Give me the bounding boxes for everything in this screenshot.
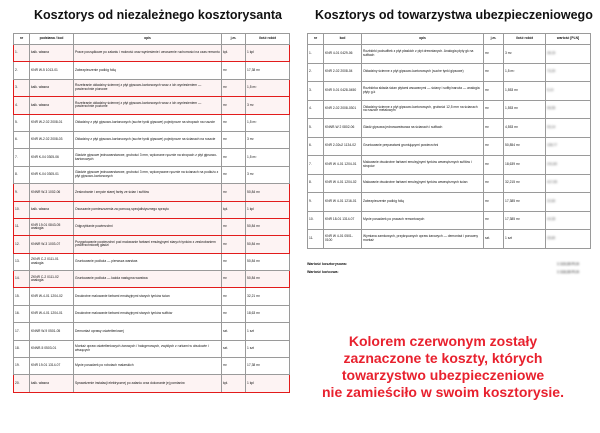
- cell-ilosc: 1 kpl: [246, 201, 290, 218]
- cell-wartosc: 241,80: [546, 156, 591, 175]
- cell-jm: m²: [484, 137, 504, 156]
- cell-opis: Malowanie dwukrotne farbami emulsyjnymi tynków wewnętrznych ścian: [362, 174, 484, 193]
- estimate-value-amount: 1 119,38 PLN: [557, 262, 579, 266]
- insurer-estimate-table: [307, 33, 591, 249]
- cell-jm: kpl.: [222, 201, 246, 218]
- cell-ilosc: 18,63 m²: [246, 305, 290, 322]
- column-header: nr: [14, 34, 30, 45]
- cell-ilosc: 50,84 m²: [246, 271, 290, 288]
- cell-opis: Okładziny z płyt gipsowo-kartonowych (suche tynki gipsowe) pojedyncze na ścianach na ruszcie: [74, 131, 222, 148]
- cell-jm: m²: [484, 156, 504, 175]
- table-row: [308, 63, 591, 82]
- cell-opis: Demontaż oprawy oświetleniowej: [74, 323, 222, 340]
- cell-ilosc: 1,5 m²: [246, 149, 290, 166]
- cell-nr: 9.: [308, 193, 324, 212]
- cell-jm: kpl.: [222, 375, 246, 392]
- cell-nr: 10.: [14, 201, 30, 218]
- column-header: opis: [362, 34, 484, 45]
- cell-kod: ZKNR C-2 0111-02 analogia: [30, 271, 74, 288]
- cell-kod: KNR W 4-01 0501-0100: [324, 230, 362, 249]
- cell-wartosc: 93,14: [546, 119, 591, 138]
- cell-nr: 3.: [14, 79, 30, 96]
- table-row: [14, 166, 290, 183]
- cell-nr: 15.: [14, 288, 30, 305]
- cell-ilosc: 50,84 m²: [246, 218, 290, 235]
- table-row: [308, 174, 591, 193]
- table-row: [14, 131, 290, 148]
- cell-ilosc: 1,5 m²: [246, 114, 290, 131]
- column-header: nr: [308, 34, 324, 45]
- cell-wartosc: 96,55: [546, 100, 591, 119]
- cell-nr: 11.: [308, 230, 324, 249]
- cell-nr: 14.: [14, 271, 30, 288]
- cell-ilosc: 1,553 m²: [504, 82, 546, 101]
- cell-kod: KNR K-04 0305-06: [30, 149, 74, 166]
- table-row: [14, 253, 290, 270]
- cell-ilosc: 18,639 m²: [504, 156, 546, 175]
- cell-ilosc: 17,38 m²: [246, 358, 290, 375]
- table-row: [14, 288, 290, 305]
- cell-opis: Gruntowanie podłoża — pierwsza warstwa: [74, 253, 222, 270]
- table-row: [308, 82, 591, 101]
- cell-opis: Malowanie dwukrotne farbami emulsyjnymi tynków wewnętrznych sufitów i stropów: [362, 156, 484, 175]
- table-row: [14, 340, 290, 357]
- cell-ilosc: 1 szt: [504, 230, 546, 249]
- table-row: [14, 79, 290, 96]
- cell-opis: Przygotowanie powierzchni pod malowanie farbami emulsyjnymi starych tynków z zeskrobaniem powierzchniowej gładzi: [74, 236, 222, 253]
- cell-ilosc: 50,854 m²: [504, 137, 546, 156]
- cell-kod: KNR K-04 0305-01: [30, 166, 74, 183]
- estimate-value-label: Wartość kosztorysowa:: [307, 262, 348, 266]
- cell-kod: KNNR W-3 1003-07: [30, 236, 74, 253]
- note-line: towarzystwo ubezpieczeniowe: [341, 367, 545, 383]
- cell-kod: KNR W-2.02 2008-03: [30, 131, 74, 148]
- cell-opis: Prace porządkowe po zalaniu i mokrość oraz wyniesienie i wnoszenie ruchomości na czas remontu: [74, 45, 222, 62]
- cell-jm: m²: [222, 271, 246, 288]
- cell-opis: Sprawdzenie instalacji elektrycznej po zalaniu oraz dokonanie jej pomiarów: [74, 375, 222, 392]
- note-line: Kolorem czerwonym zostały: [348, 333, 538, 349]
- cell-wartosc: 417,95: [546, 174, 591, 193]
- cell-ilosc: 1 kpl: [246, 45, 290, 62]
- cell-kod: KNNR W-9 0501-05: [30, 323, 74, 340]
- cell-jm: m²: [484, 63, 504, 82]
- table-row: [14, 375, 290, 392]
- column-header: kod: [324, 34, 362, 45]
- cell-jm: m²: [222, 166, 246, 183]
- table-row: [308, 156, 591, 175]
- table-header-row: [14, 34, 290, 45]
- cell-kod: kalk. własna: [30, 375, 74, 392]
- cell-wartosc: 35,80: [546, 230, 591, 249]
- cell-nr: 5.: [14, 114, 30, 131]
- cell-jm: m²: [222, 114, 246, 131]
- cell-opis: Zabezpieczenie podłóg folią: [362, 193, 484, 212]
- cell-opis: Osuszanie pomieszczenia za pomocą specjalistycznego sprzętu: [74, 201, 222, 218]
- cell-wartosc: 22,60: [546, 193, 591, 212]
- cell-jm: m²: [222, 218, 246, 235]
- cell-jm: m²: [484, 193, 504, 212]
- cell-jm: kpl.: [222, 45, 246, 62]
- cell-opis: Rozbiórka składa ścian płytami wsuwanymi — ściany i sufity/naroża — analogia płyty g-k: [362, 82, 484, 101]
- table-row: [308, 137, 591, 156]
- cell-ilosc: 17,385 m²: [504, 211, 546, 230]
- cell-jm: m²: [484, 82, 504, 101]
- cell-jm: szt.: [484, 230, 504, 249]
- cell-ilosc: 50,84 m²: [246, 236, 290, 253]
- cell-opis: Dwukrotne malowanie farbami emulsyjnymi starych tynków ścian: [74, 288, 222, 305]
- column-header: j.m.: [222, 34, 246, 45]
- cell-opis: Gruntowanie podłoża — każda następna warstwa: [74, 271, 222, 288]
- cell-nr: 7.: [14, 149, 30, 166]
- cell-kod: KNNR-5 0503-01: [30, 340, 74, 357]
- cell-kod: KNNR-W 2 0802-06: [324, 119, 362, 138]
- cell-ilosc: 50,84 m²: [246, 253, 290, 270]
- cell-kod: kalk. własna: [30, 79, 74, 96]
- cell-ilosc: 1 kpl: [246, 375, 290, 392]
- cell-ilosc: 3 m²: [246, 166, 290, 183]
- cell-nr: 4.: [14, 97, 30, 114]
- cell-nr: 10.: [308, 211, 324, 230]
- table-row: [14, 45, 290, 62]
- cell-ilosc: 17,38 m²: [246, 62, 290, 79]
- cell-opis: Rozebranie okładziny ściennej z płyt gipsowo-kartonowych wraz z ich wyniesieniem — powierzchnie pionowe: [74, 79, 222, 96]
- cell-kod: KNR 19-01 0843-05 analogia: [30, 218, 74, 235]
- cell-kod: kalk. własna: [30, 97, 74, 114]
- cell-kod: KNNR W-3 1002-06: [30, 184, 74, 201]
- cell-ilosc: 32,215 m²: [504, 174, 546, 193]
- column-header: ilość robót: [504, 34, 546, 45]
- cell-kod: KNR W-5 1013-01: [30, 62, 74, 79]
- note-line: nie zamieściło w swoim kosztorysie.: [322, 384, 564, 400]
- cell-jm: m²: [484, 174, 504, 193]
- table-row: [14, 271, 290, 288]
- cell-ilosc: 50,84 m²: [246, 184, 290, 201]
- cell-nr: 12.: [14, 236, 30, 253]
- cell-nr: 19.: [14, 358, 30, 375]
- cell-opis: Okładziny ścienne z płyt gipsowo-kartonowych, grubości 12,5 mm na ścianach na ruszcie metalowym: [362, 100, 484, 119]
- cell-opis: Okładziny z płyt gipsowo-kartonowych (suche tynki gipsowe) pojedyncze na stropach na ruszcie: [74, 114, 222, 131]
- cell-nr: 4.: [308, 100, 324, 119]
- table-row: [308, 211, 591, 230]
- cell-jm: m²: [222, 358, 246, 375]
- cell-ilosc: 3 m²: [246, 97, 290, 114]
- table-row: [14, 218, 290, 235]
- highlight-note: [293, 333, 593, 401]
- table-row: [308, 45, 591, 64]
- estimate-value-row: [307, 262, 579, 266]
- final-value-amount: 1 118,38 PLN: [557, 270, 579, 274]
- cell-nr: 6.: [14, 131, 30, 148]
- cell-kod: KNR 19-01 1314-07: [30, 358, 74, 375]
- column-header: ilość robót: [246, 34, 290, 45]
- table-row: [14, 323, 290, 340]
- cell-opis: Zabezpieczenie podłóg folią: [74, 62, 222, 79]
- cell-nr: 8.: [308, 174, 324, 193]
- cell-ilosc: 1,5 m²: [504, 63, 546, 82]
- cell-nr: 2.: [14, 62, 30, 79]
- cell-nr: 1.: [14, 45, 30, 62]
- cell-opis: Montaż opraw oświetleniowych żarowych / halogenowych, zwykłych z rurkami w obudowie i wiszących: [74, 340, 222, 357]
- cell-nr: 20.: [14, 375, 30, 392]
- cell-jm: m²: [222, 62, 246, 79]
- table-row: [14, 114, 290, 131]
- cell-nr: 6.: [308, 137, 324, 156]
- final-value-row: [307, 270, 579, 274]
- table-row: [14, 201, 290, 218]
- cell-kod: KNR W-4-01 1204-01: [30, 305, 74, 322]
- cell-nr: 5.: [308, 119, 324, 138]
- cell-nr: 17.: [14, 323, 30, 340]
- cell-jm: m²: [484, 211, 504, 230]
- column-header: j.m.: [484, 34, 504, 45]
- cell-kod: KNR W 4-01 1204-02: [324, 174, 362, 193]
- cell-opis: Dwukrotne malowanie farbami emulsyjnymi starych tynków sufitów: [74, 305, 222, 322]
- cell-nr: 7.: [308, 156, 324, 175]
- cell-opis: Gładzie gipsowe jednowarstwowe, grubości 3 mm, wykonywane ręcznie na ścianach na podłożu z płyt gipsowo-kartonowych: [74, 166, 222, 183]
- cell-kod: kalk. własna: [30, 201, 74, 218]
- cell-jm: m²: [484, 100, 504, 119]
- final-value-label: Wartość końcowa:: [307, 270, 339, 274]
- table-row: [308, 119, 591, 138]
- cell-opis: Gładź gipsowa jednowarstwowa na ścianach i sufitach: [362, 119, 484, 138]
- cell-opis: Zeskrobanie i zmycie starej farby ze ścian i sufitów: [74, 184, 222, 201]
- cell-ilosc: 3 m²: [504, 45, 546, 64]
- cell-nr: 13.: [14, 253, 30, 270]
- table-row: [308, 193, 591, 212]
- cell-ilosc: 1 szt: [246, 340, 290, 357]
- table-row: [14, 358, 290, 375]
- table-row: [14, 305, 290, 322]
- note-line: zaznaczone te koszty, których: [343, 350, 543, 366]
- table-row: [14, 149, 290, 166]
- cell-ilosc: 3 m²: [246, 131, 290, 148]
- cell-kod: KNR 0-01 0428-0450: [324, 82, 362, 101]
- cell-kod: KNR W-4-01 1204-02: [30, 288, 74, 305]
- cell-opis: Mycie posadzek po pracach remontowych: [362, 211, 484, 230]
- cell-opis: Gładzie gipsowe jednowarstwowe, grubości 3 mm, wykonane ręcznie na stropach z płyt gipsowo-kartonowych: [74, 149, 222, 166]
- cell-opis: Okładziny ścienne z płyt gipsowo-kartonowych (suche tynki gipsowe): [362, 63, 484, 82]
- cell-ilosc: 32,21 m²: [246, 288, 290, 305]
- cell-jm: m²: [222, 184, 246, 201]
- right-title: Kosztorys od towarzystwa ubezpieczeniowego: [315, 8, 593, 22]
- cell-jm: szt.: [222, 323, 246, 340]
- cell-kod: KNR W-2.02 2008-01: [30, 114, 74, 131]
- cell-opis: Odgrzybianie powierzchni: [74, 218, 222, 235]
- cell-nr: 11.: [14, 218, 30, 235]
- cell-opis: Wymiana zamkowych, przykręcanych opraw żarowych — demontaż i ponowny montaż: [362, 230, 484, 249]
- cell-jm: m²: [222, 236, 246, 253]
- table-row: [14, 184, 290, 201]
- table-row: [308, 100, 591, 119]
- cell-jm: m²: [222, 305, 246, 322]
- cell-kod: KNR W 4-01 1204-01: [324, 156, 362, 175]
- column-header: wartość [PLN]: [546, 34, 591, 45]
- cell-opis: Rozbiórki podsufitek z płyt płaskich z płyt drewnianych. Analogia płyty gk na sufitach: [362, 45, 484, 64]
- cell-ilosc: 1,5 m²: [246, 79, 290, 96]
- cell-nr: 1.: [308, 45, 324, 64]
- cell-wartosc: 73,20: [546, 63, 591, 82]
- cell-nr: 18.: [14, 340, 30, 357]
- left-title: Kosztorys od niezależnego kosztorysanta: [34, 8, 282, 22]
- cell-nr: 16.: [14, 305, 30, 322]
- cell-kod: KNR 4-01 0429-06: [324, 45, 362, 64]
- cell-jm: m²: [222, 288, 246, 305]
- table-header-row: [308, 34, 591, 45]
- cell-opis: Rozebranie okładziny ściennej z płyt gipsowo-kartonowych wraz z ich wyniesieniem — powierzchnie poziome: [74, 97, 222, 114]
- cell-wartosc: 44,35: [546, 211, 591, 230]
- cell-wartosc: 108,77: [546, 137, 591, 156]
- cell-jm: m²: [484, 45, 504, 64]
- cell-kod: ZKNR C-2 0111-01 analogia: [30, 253, 74, 270]
- cell-jm: m²: [484, 119, 504, 138]
- table-row: [308, 230, 591, 249]
- cell-wartosc: 5,10: [546, 82, 591, 101]
- cell-nr: 8.: [14, 166, 30, 183]
- independent-estimate-table: [13, 33, 290, 393]
- cell-jm: m²: [222, 131, 246, 148]
- cell-kod: KNR 18-01 1314-07: [324, 211, 362, 230]
- table-row: [14, 236, 290, 253]
- cell-opis: Gruntowanie preparatami gruntującymi powierzchni: [362, 137, 484, 156]
- cell-jm: m²: [222, 97, 246, 114]
- cell-kod: KNR W 4-01 1216-01: [324, 193, 362, 212]
- cell-opis: Mycie posadzek po robotach malarskich: [74, 358, 222, 375]
- cell-kod: KNR 2-02u2 1134-02: [324, 137, 362, 156]
- cell-kod: KNR 2-02 2008-0301: [324, 100, 362, 119]
- cell-ilosc: 4,553 m²: [504, 119, 546, 138]
- cell-kod: kalk. własna: [30, 45, 74, 62]
- cell-ilosc: 1,553 m²: [504, 100, 546, 119]
- cell-wartosc: 28,15: [546, 45, 591, 64]
- column-header: opis: [74, 34, 222, 45]
- cell-ilosc: 17,385 m²: [504, 193, 546, 212]
- column-header: podstawa / kod: [30, 34, 74, 45]
- table-row: [14, 97, 290, 114]
- cell-jm: m²: [222, 79, 246, 96]
- cell-kod: KNR 2-02 2008-04: [324, 63, 362, 82]
- table-row: [14, 62, 290, 79]
- cell-jm: szt.: [222, 340, 246, 357]
- cell-nr: 2.: [308, 63, 324, 82]
- cell-nr: 3.: [308, 82, 324, 101]
- cell-jm: m²: [222, 149, 246, 166]
- cell-ilosc: 1 szt: [246, 323, 290, 340]
- cell-nr: 9.: [14, 184, 30, 201]
- cell-jm: m²: [222, 253, 246, 270]
